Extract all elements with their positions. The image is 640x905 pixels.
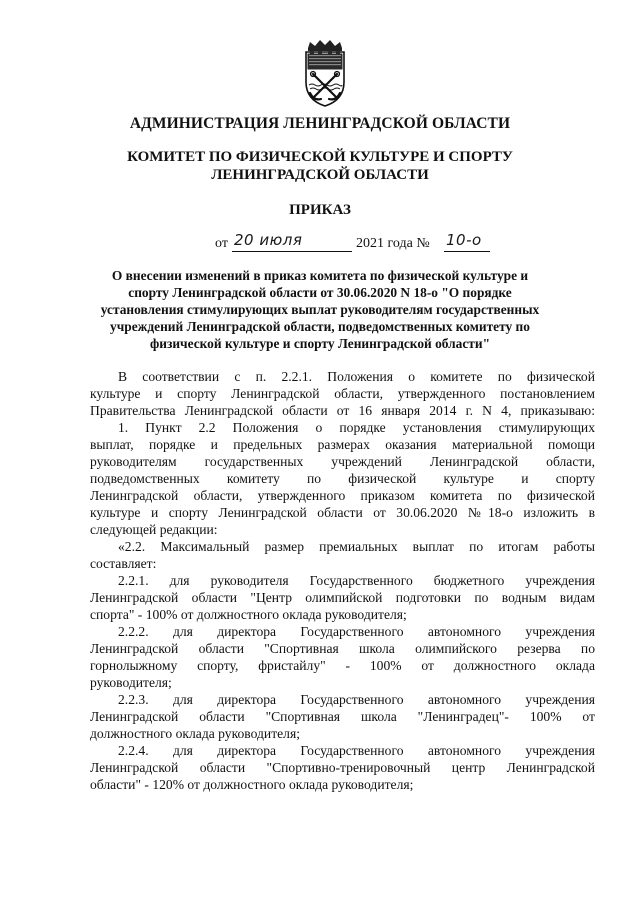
body-line: руководителям государственных учреждений Ленинградской области, xyxy=(90,454,595,469)
body-line: «2.2. Максимальный размер премиальных выплат по итогам работы xyxy=(118,539,595,554)
body-line: 2.2.4. для директора Государственного автономного учреждения xyxy=(118,743,595,758)
year-text: 2021 года № xyxy=(356,236,430,251)
body-line: культуре и спорту Ленинградской области, утвержденного постановлением xyxy=(90,386,595,401)
body-line: В соответствии с п. 2.2.1. Положения о комитете по физической xyxy=(118,369,595,384)
organization-title: АДМИНИСТРАЦИЯ ЛЕНИНГРАДСКОЙ ОБЛАСТИ xyxy=(129,115,511,132)
committee-title-line2: ЛЕНИНГРАДСКОЙ ОБЛАСТИ xyxy=(211,167,429,183)
body-line: 1. Пункт 2.2 Положения о порядке установления стимулирующих xyxy=(118,420,595,435)
body-line: составляет: xyxy=(90,556,157,571)
subject-line: спорту Ленинградской области от 30.06.2020 N 18-о "О порядке xyxy=(128,285,512,300)
coat-of-arms-emblem xyxy=(300,38,350,108)
body-line: следующей редакции: xyxy=(90,522,218,537)
body-line: области" - 120% от должностного оклада руководителя; xyxy=(90,777,414,792)
committee-title-line1: КОМИТЕТ ПО ФИЗИЧЕСКОЙ КУЛЬТУРЕ И СПОРТУ xyxy=(127,149,513,165)
handwritten-date: 20 июля xyxy=(234,231,303,249)
body-line: 2.2.1. для руководителя Государственного бюджетного учреждения xyxy=(118,573,595,588)
body-line: горнолыжному спорту, фристайлу" - 100% от должностного оклада xyxy=(90,658,595,673)
body-line: спорта" - 100% от должностного оклада руководителя; xyxy=(90,607,407,622)
body-line: Ленинградской области "Спортивно-тренировочный центр Ленинградской xyxy=(90,760,595,775)
document-type: ПРИКАЗ xyxy=(289,202,351,218)
body-line: Правительства Ленинградской области от 16 января 2014 г. N 4, приказываю: xyxy=(90,403,595,418)
subject-line: установления стимулирующих выплат руководителям государственных xyxy=(100,302,540,317)
handwritten-number: 10-о xyxy=(446,231,482,249)
subject-line: учреждений Ленинградской области, подведомственных комитету по xyxy=(110,319,530,334)
body-line: Ленинградской области "Спортивная школа "Ленинградец"- 100% от xyxy=(90,709,595,724)
body-line: подведомственных комитету по физической культуре и спорту xyxy=(90,471,595,486)
date-underline xyxy=(232,251,352,252)
subject-line: физической культуре и спорту Ленинградской области" xyxy=(149,336,491,351)
body-line: Ленинградской области "Центр олимпийской подготовки по водным видам xyxy=(90,590,595,605)
number-underline xyxy=(444,251,490,252)
body-line: должностного оклада руководителя; xyxy=(90,726,300,741)
body-line: 2.2.2. для директора Государственного автономного учреждения xyxy=(118,624,595,639)
body-line: Ленинградской области, утвержденного приказом комитета по физической xyxy=(90,488,595,503)
subject-line: О внесении изменений в приказ комитета по физической культуре и xyxy=(111,268,529,283)
body-line: руководителя; xyxy=(90,675,172,690)
body-line: 2.2.3. для директора Государственного автономного учреждения xyxy=(118,692,595,707)
body-line: выплат, порядке и предельных размерах оказания материальной помощи xyxy=(90,437,595,452)
date-prefix: от xyxy=(215,236,228,251)
body-line: культуре и спорту Ленинградской области от 30.06.2020 №18-о изложить в xyxy=(90,505,595,520)
body-line: Ленинградской области "Спортивная школа олимпийского резерва по xyxy=(90,641,595,656)
